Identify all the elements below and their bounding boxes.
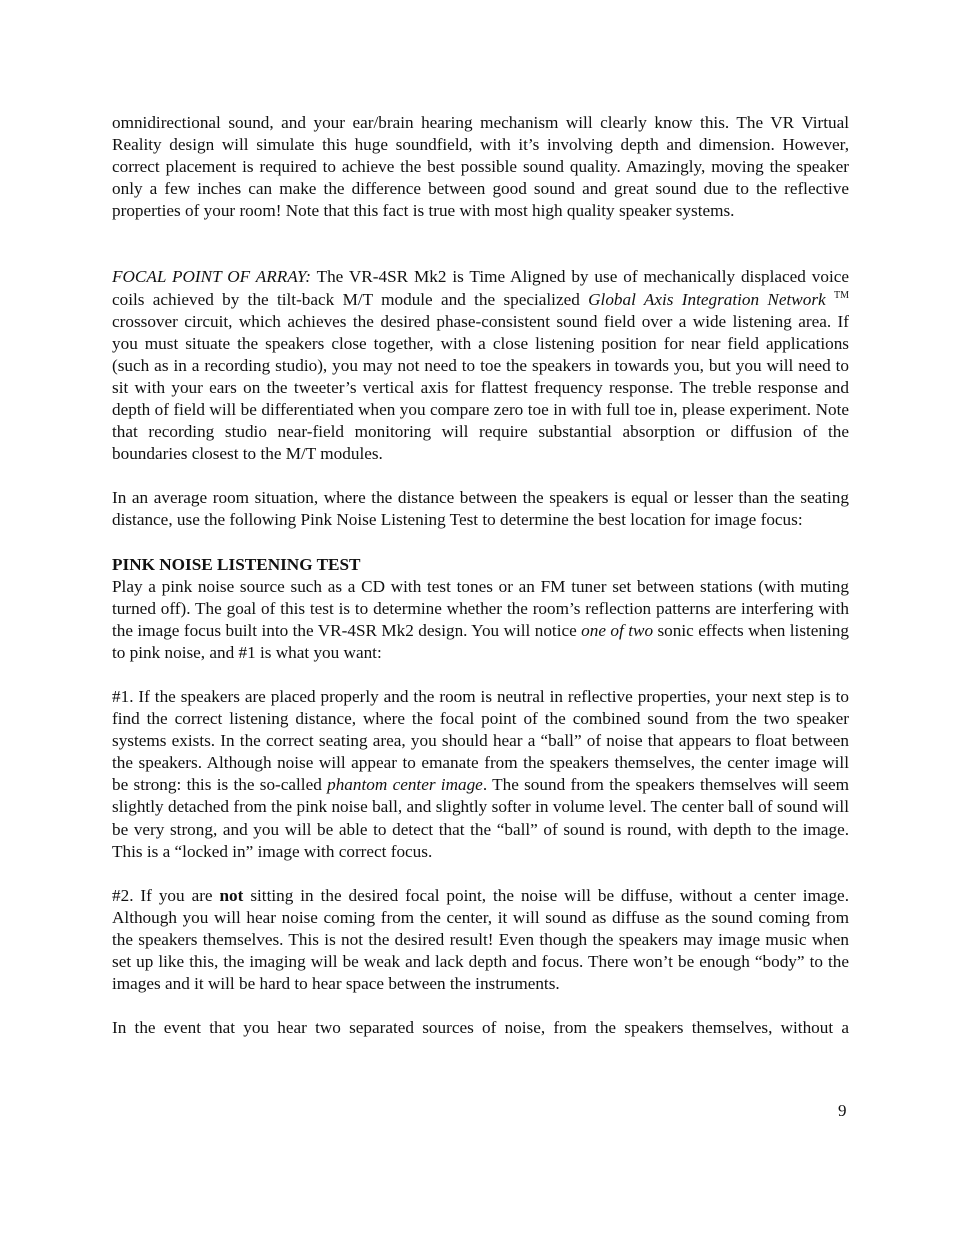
result-two-text-b: sitting in the desired focal point, the noise will be diffuse, without a center image. Although you will hear noise coming from the center, it will sound as diffuse as the sound coming from the speakers themselves. This is not the desired result! Even though the speakers may image music when set up like this, the imaging will be weak and lack depth and focus. There won’t be enough “body” to the images and it will be hard to hear space between the instruments. xyxy=(112,885,849,994)
separated-sources-paragraph: In the event that you hear two separated sources of noise, from the speakers themselves, without a xyxy=(112,1018,849,1038)
focal-point-label: FOCAL POINT OF ARRAY: xyxy=(112,267,311,287)
room-situation-paragraph: In an average room situation, where the distance between the speakers is equal or lesser than the seating distance, use the following Pink Noise Listening Test to determine the best location for image focus: xyxy=(112,488,849,530)
paragraph-spacer xyxy=(112,222,849,266)
paragraph-spacer xyxy=(112,532,849,554)
pink-noise-heading: PINK NOISE LISTENING TEST xyxy=(112,554,361,574)
paragraph-spacer xyxy=(112,664,849,686)
paragraph-spacer xyxy=(112,465,849,487)
pink-noise-text-a: Play a pink noise source such as a CD with test tones or an FM tuner set between stations (with muting turned off). The goal of this test is to determine whether the room’s reflection patterns are interfering with the image focus built into the VR-4SR Mk2 design. You will notice xyxy=(112,576,849,640)
result-one-text-a: #1. If the speakers are placed properly and the room is neutral in reflective properties, your next step is to find the correct listening distance, where the focal point of the combined sound from the two speaker systems exists. In the correct seating area, you should hear a “ball” of noise that appears to float between the speakers. Although noise will appear to emanate from the speakers themselves, the center image will be strong: this is the so-called xyxy=(112,686,849,795)
trademark-mark: TM xyxy=(834,289,850,301)
focal-point-paragraph xyxy=(112,266,849,465)
pink-noise-paragraph xyxy=(112,576,849,664)
not-emphasis: not xyxy=(219,885,244,905)
paragraph-spacer xyxy=(112,863,849,885)
pink-noise-emphasis: one of two xyxy=(581,620,654,640)
intro-paragraph: omnidirectional sound, and your ear/brain hearing mechanism will clearly know this. The VR Virtual Reality design will simulate this huge soundfield, with it’s involving depth and dimension. However, correct placement is required to achieve the best possible sound quality. Amazingly, moving the speaker only a few inches can make the difference between good sound and great sound due to the reflective properties of your room! Note that this fact is true with most high quality speaker systems. xyxy=(112,113,849,221)
focal-point-text-b: crossover circuit, which achieves the desired phase-consistent sound field over a wide listening area. If you must situate the speakers close together, with a close listening position for near field applications (such as in a recording studio), you may not need to toe the speakers in towards you, but you will need to sit with your ears on the tweeter’s vertical axis for flattest frequency response. The treble response and depth of field will be differentiated when you compare zero toe in with full toe in, please experiment. Note that recording studio near-field monitoring will require substantial absorption or diffusion of the boundaries closest to the M/T modules. xyxy=(112,311,849,464)
result-two-text-a: #2. If you are xyxy=(112,885,220,905)
pink-noise-text-b: sonic effects when listening to pink noise, and #1 is what you want: xyxy=(112,620,849,662)
result-one-text-b: . The sound from the speakers themselves will seem slightly detached from the pink noise ball, and slightly softer in volume level. The center ball of sound will be very strong, and you will be able to detect that the “ball” of sound is round, with depth to the image. This is a “locked in” image with correct focus. xyxy=(112,775,849,861)
focal-point-text-a: The VR-4SR Mk2 is Time Aligned by use of mechanically displaced voice coils achieved by the tilt-back M/T module and the specialized xyxy=(112,267,849,309)
global-axis-network-name: Global Axis Integration Network xyxy=(588,289,826,309)
page-number: 9 xyxy=(838,1101,847,1120)
document-page xyxy=(112,112,849,1039)
result-two-paragraph xyxy=(112,885,849,995)
phantom-center-emphasis: phantom center image xyxy=(327,775,483,795)
paragraph-spacer xyxy=(112,995,849,1017)
result-one-paragraph xyxy=(112,686,849,863)
